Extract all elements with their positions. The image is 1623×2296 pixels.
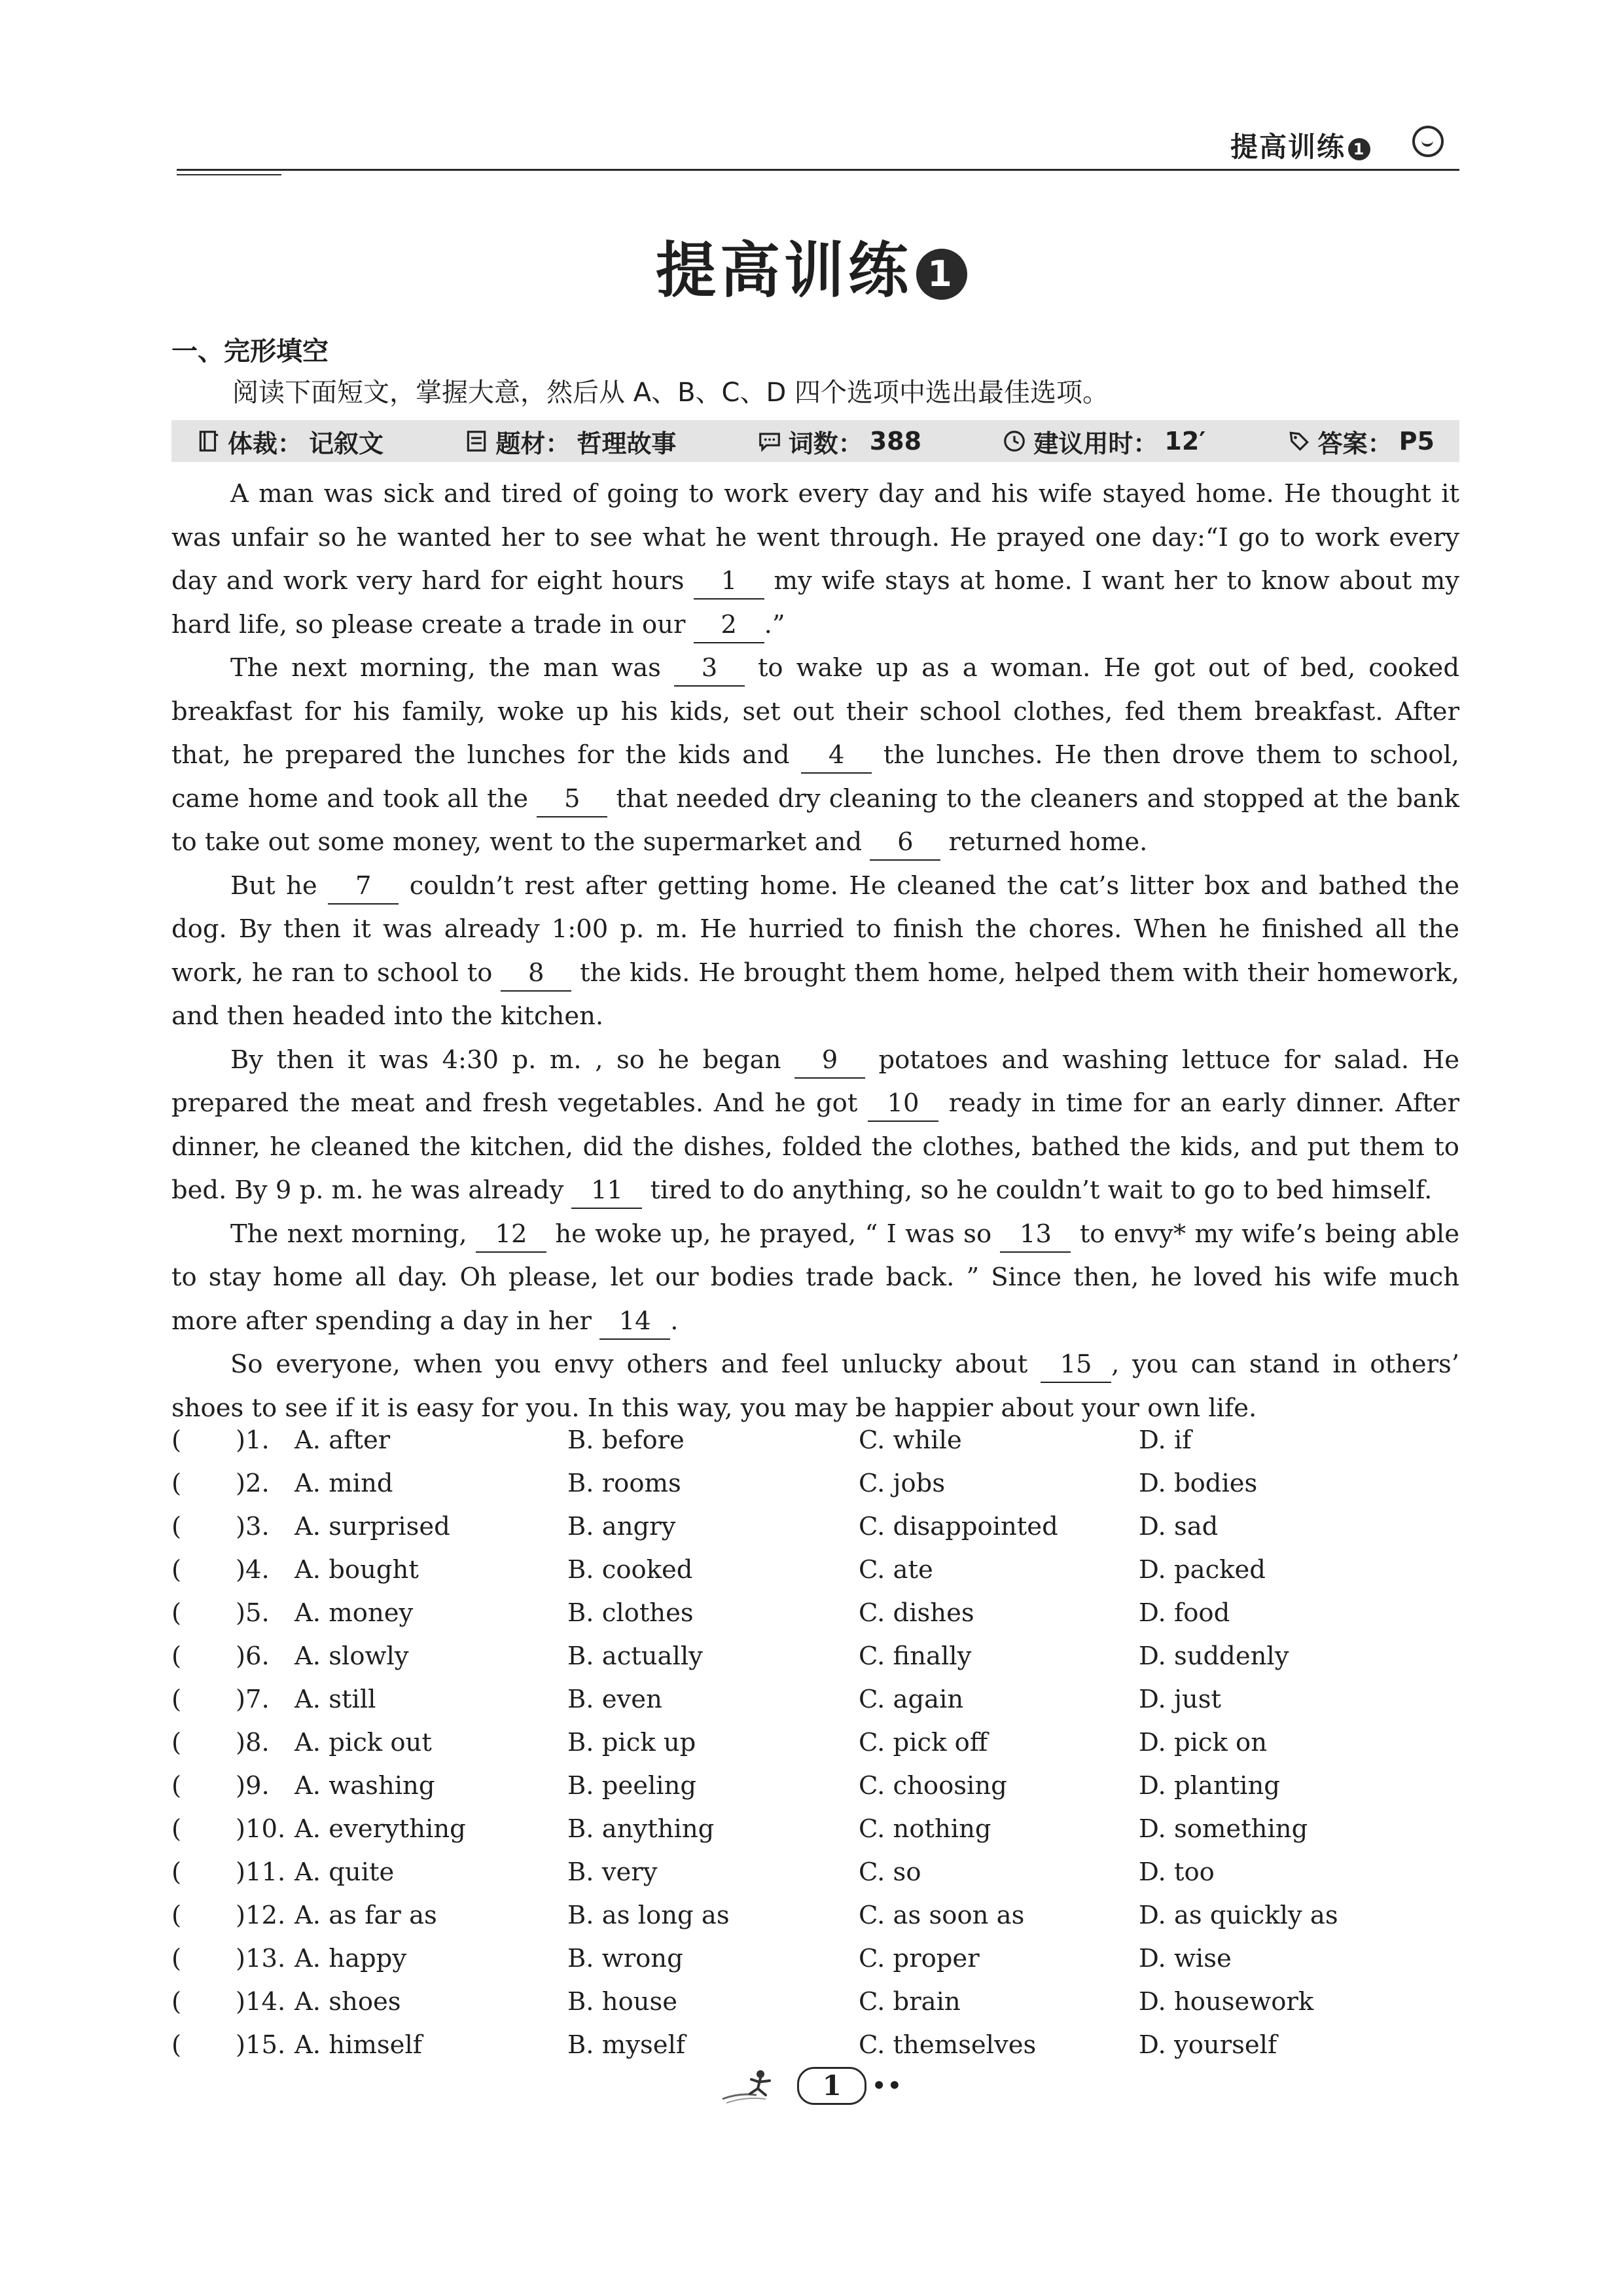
header-rule-accent	[177, 174, 281, 175]
info-genre: 体裁： 记叙文	[196, 423, 383, 459]
option-b: B. peeling	[567, 1771, 697, 1801]
question-row: ( )3. A. surprised B. angry C. disappointed D. sad	[171, 1505, 1459, 1549]
option-b: B. as long as	[567, 1901, 730, 1930]
running-header	[1230, 126, 1370, 165]
option-b: B. angry	[567, 1512, 676, 1541]
option-d: D. housework	[1139, 1987, 1314, 2017]
header-logo-icon	[1412, 126, 1444, 157]
option-c: C. while	[859, 1426, 962, 1455]
option-b: B. even	[567, 1685, 662, 1714]
question-row: ( )2. A. mind B. rooms C. jobs D. bodies	[171, 1462, 1459, 1505]
option-b: B. house	[567, 1987, 678, 2017]
passage-paragraph: The next morning, 12 he woke up, he prayed, “ I was so 13 to envy* my wife’s being able to stay home all day. Oh please, let our bodies trade back. ” Since then, he loved his wife much more after spending a day in her 14 .	[171, 1213, 1459, 1344]
question-row: ( )13. A. happy B. wrong C. proper D. wise	[171, 1937, 1459, 1981]
footer-dots: ••	[872, 2073, 903, 2099]
option-a: A. everything	[294, 1814, 466, 1844]
option-c: C. disappointed	[859, 1512, 1058, 1541]
instruction-text: 阅读下面短文，掌握大意，然后从 A、B、C、D 四个选项中选出最佳选项。	[232, 378, 1109, 408]
option-b: B. cooked	[567, 1555, 693, 1585]
option-d: D. if	[1139, 1426, 1192, 1455]
passage-paragraph: So everyone, when you envy others and feel unlucky about 15 , you can stand in others’ shoes to see if it is easy for you. In this way, you may be happier about your own life.	[171, 1343, 1459, 1430]
option-b: B. clothes	[567, 1598, 694, 1628]
option-c: C. brain	[859, 1987, 961, 2017]
option-a: A. happy	[294, 1944, 407, 1973]
info-answer-page: 答案： P5	[1287, 423, 1435, 459]
option-c: C. dishes	[859, 1598, 974, 1628]
question-options	[171, 1419, 1459, 2067]
option-a: A. money	[294, 1598, 414, 1628]
passage-paragraph: By then it was 4:30 p. m. , so he began 9 potatoes and washing lettuce for salad. He prepared the meat and fresh vegetables. And he got 10 ready in time for an early dinner. After dinner, he cleaned the kitchen, did the dishes, folded the clothes, bathed the kids, and put them to bed. By 9 p. m. he was already 11 tired to do anything, so he couldn’t wait to go to bed himself.	[171, 1039, 1459, 1213]
option-a: A. pick out	[294, 1728, 432, 1757]
blank-10: 10	[868, 1086, 938, 1122]
blank-13: 13	[1000, 1217, 1071, 1253]
option-c: C. as soon as	[859, 1901, 1025, 1930]
option-d: D. pick on	[1139, 1728, 1268, 1757]
footer-figure-icon	[720, 2066, 792, 2106]
option-c: C. nothing	[859, 1814, 991, 1844]
running-header-title: 提高训练	[1230, 131, 1346, 163]
option-c: C. finally	[859, 1641, 972, 1671]
blank-14: 14	[599, 1304, 670, 1340]
question-row: ( )8. A. pick out B. pick up C. pick off D. pick on	[171, 1721, 1459, 1765]
question-row: ( )10. A. everything B. anything C. nothing D. something	[171, 1808, 1459, 1851]
option-d: D. suddenly	[1139, 1641, 1289, 1671]
option-a: A. as far as	[294, 1901, 437, 1930]
option-a: A. slowly	[294, 1641, 409, 1671]
passage-paragraph: But he 7 couldn’t rest after getting home. He cleaned the cat’s litter box and bathed the dog. By then it was already 1:00 p. m. He hurried to finish the chores. When he finished all the work, he ran to school to 8 the kids. He brought them home, helped them with their homework, and then headed into the kitchen.	[171, 865, 1459, 1039]
option-c: C. so	[859, 1857, 921, 1887]
option-a: A. after	[294, 1426, 391, 1455]
question-row: ( )11. A. quite B. very C. so D. too	[171, 1851, 1459, 1894]
blank-2: 2	[694, 608, 764, 643]
option-a: A. himself	[294, 2030, 423, 2060]
blank-12: 12	[476, 1217, 546, 1253]
header-rule	[177, 169, 1459, 171]
option-a: A. mind	[294, 1469, 393, 1498]
option-b: B. actually	[567, 1641, 703, 1671]
page-title	[0, 223, 1623, 309]
info-theme: 题材： 哲理故事	[464, 423, 676, 459]
option-d: D. something	[1139, 1814, 1308, 1844]
option-d: D. too	[1139, 1857, 1215, 1887]
section-title: 一、完形填空	[171, 336, 329, 367]
blank-8: 8	[501, 956, 571, 992]
option-d: D. sad	[1139, 1512, 1219, 1541]
blank-11: 11	[571, 1174, 642, 1209]
question-row: ( )5. A. money B. clothes C. dishes D. food	[171, 1592, 1459, 1635]
option-c: C. ate	[859, 1555, 933, 1585]
blank-5: 5	[537, 782, 607, 817]
book-icon	[196, 429, 221, 454]
option-b: B. pick up	[567, 1728, 696, 1757]
option-b: B. wrong	[567, 1944, 683, 1973]
option-c: C. choosing	[859, 1771, 1007, 1801]
blank-6: 6	[870, 825, 940, 861]
question-row: ( )12. A. as far as B. as long as C. as soon as D. as quickly as	[171, 1894, 1459, 1937]
info-suggested-time: 建议用时： 12′	[1002, 423, 1205, 459]
page-number: 1	[797, 2067, 866, 2105]
page-title-number: 1	[916, 249, 967, 300]
option-c: C. again	[859, 1685, 964, 1714]
option-c: C. jobs	[859, 1469, 946, 1498]
passage	[171, 473, 1459, 1430]
blank-1: 1	[694, 564, 764, 600]
passage-paragraph: A man was sick and tired of going to work every day and his wife stayed home. He thought it was unfair so he wanted her to see what he went through. He prayed one day:“I go to work every day and work very hard for eight hours 1 my wife stays at home. I want her to know about my hard life, so please create a trade in our 2 .”	[171, 473, 1459, 647]
option-a: A. surprised	[294, 1512, 450, 1541]
question-row: ( )6. A. slowly B. actually C. finally D. suddenly	[171, 1635, 1459, 1678]
question-row: ( )15. A. himself B. myself C. themselves D. yourself	[171, 2024, 1459, 2067]
answer-tag-icon	[1287, 429, 1311, 454]
option-a: A. quite	[294, 1857, 395, 1887]
question-row: ( )7. A. still B. even C. again D. just	[171, 1678, 1459, 1721]
blank-3: 3	[674, 651, 745, 687]
option-b: B. anything	[567, 1814, 715, 1844]
option-b: B. rooms	[567, 1469, 681, 1498]
speech-bubble-icon	[757, 429, 782, 454]
option-d: D. wise	[1139, 1944, 1232, 1973]
option-d: D. packed	[1139, 1555, 1266, 1585]
page-title-text: 提高训练	[655, 236, 912, 306]
clock-icon	[1002, 429, 1027, 454]
question-row: ( )1. A. after B. before C. while D. if	[171, 1419, 1459, 1462]
option-b: B. before	[567, 1426, 685, 1455]
option-d: D. bodies	[1139, 1469, 1258, 1498]
option-b: B. myself	[567, 2030, 686, 2060]
option-a: A. shoes	[294, 1987, 401, 2017]
running-header-number: 1	[1348, 138, 1370, 160]
blank-4: 4	[801, 738, 872, 774]
option-c: C. proper	[859, 1944, 980, 1973]
blank-7: 7	[328, 869, 399, 905]
blank-9: 9	[794, 1043, 865, 1079]
info-word-count: 词数： 388	[757, 423, 921, 459]
blank-15: 15	[1041, 1348, 1111, 1383]
passage-paragraph: The next morning, the man was 3 to wake up as a woman. He got out of bed, cooked breakfast for his family, woke up his kids, set out their school clothes, fed them breakfast. After that, he prepared the lunches for the kids and 4 the lunches. He then drove them to school, came home and took all the 5 that needed dry cleaning to the cleaners and stopped at the bank to take out some money, went to the supermarket and 6 returned home.	[171, 647, 1459, 865]
option-c: C. themselves	[859, 2030, 1037, 2060]
option-d: D. as quickly as	[1139, 1901, 1338, 1930]
question-row: ( )4. A. bought B. cooked C. ate D. packed	[171, 1549, 1459, 1592]
question-row: ( )9. A. washing B. peeling C. choosing D. planting	[171, 1765, 1459, 1808]
option-d: D. food	[1139, 1598, 1230, 1628]
option-d: D. just	[1139, 1685, 1221, 1714]
info-bar	[171, 420, 1459, 462]
question-row: ( )14. A. shoes B. house C. brain D. housework	[171, 1981, 1459, 2024]
page-footer	[0, 2066, 1623, 2108]
option-c: C. pick off	[859, 1728, 988, 1757]
option-d: D. planting	[1139, 1771, 1280, 1801]
option-a: A. washing	[294, 1771, 435, 1801]
option-a: A. bought	[294, 1555, 419, 1585]
option-a: A. still	[294, 1685, 376, 1714]
option-d: D. yourself	[1139, 2030, 1277, 2060]
document-icon	[464, 429, 489, 454]
option-b: B. very	[567, 1857, 658, 1887]
